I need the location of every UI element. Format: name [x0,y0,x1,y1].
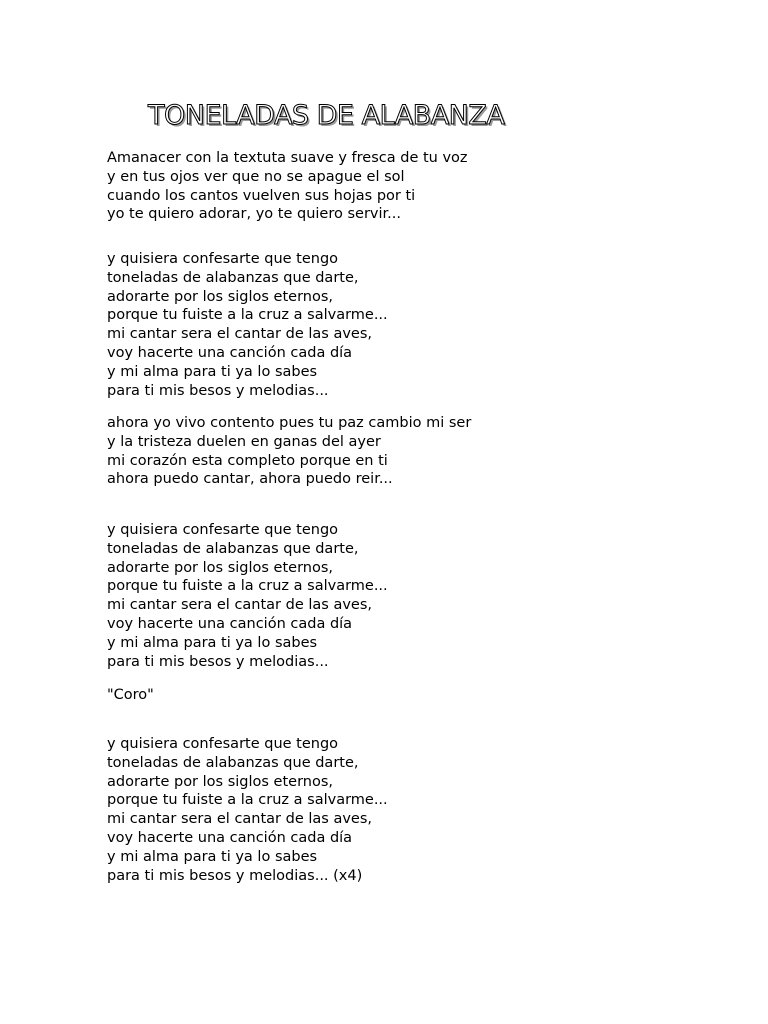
lyric-line: y mi alma para ti ya lo sabes [107,363,318,380]
lyric-line: y quisiera confesarte que tengo [107,736,339,752]
lyric-line: ahora puedo cantar, ahora puedo reir... [107,471,393,488]
lyric-line: para ti mis besos y melodias... [107,653,329,670]
lyric-line: para ti mis besos y melodias... [107,382,329,399]
lyric-line: mi cantar sera el cantar de las aves, [107,597,372,614]
lyric-line: porque tu fuiste a la cruz a salvarme... [107,792,388,809]
lyric-line: voy hacerte una canción cada día [107,829,353,846]
lyric-line: toneladas de alabanzas que darte, [107,269,359,286]
lyric-line: porque tu fuiste a la cruz a salvarme... [107,307,388,324]
lyric-line: adorarte por los siglos eternos, [107,559,334,576]
lyric-line: mi cantar sera el cantar de las aves, [107,811,372,828]
lyric-line: ahora yo vivo contento pues tu paz cambio mi ser [107,415,472,431]
lyric-line: y quisiera confesarte que tengo [107,522,339,538]
lyric-line: mi corazón esta completo porque en ti [107,452,388,469]
lyric-line: y mi alma para ti ya lo sabes [107,634,318,651]
stanza-chorus-3 [107,735,388,885]
lyric-line: toneladas de alabanzas que darte, [107,754,359,771]
lyric-line: para ti mis besos y melodias... (x4) [107,867,363,884]
lyric-line: "Coro" [107,687,154,703]
lyric-line: mi cantar sera el cantar de las aves, [107,326,372,343]
lyric-line: adorarte por los siglos eternos, [107,288,334,305]
lyric-line: y la tristeza duelen en ganas del ayer [107,433,381,450]
stanza-verse-2 [107,414,471,489]
lyric-line: y en tus ojos ver que no se apague el sol [107,168,405,185]
lyric-line: cuando los cantos vuelven sus hojas por ti [107,187,416,204]
lyric-line: adorarte por los siglos eternos, [107,773,334,790]
lyric-line: yo te quiero adorar, yo te quiero servir... [107,206,401,223]
stanza-chorus-2 [107,521,388,671]
lyric-line: y mi alma para ti ya lo sabes [107,848,318,865]
stanza-verse-1 [107,149,468,224]
lyric-line: voy hacerte una canción cada día [107,615,353,632]
song-title: TONELADAS DE ALABANZA [148,100,505,131]
stanza-chorus-1 [107,250,388,400]
stanza-chorus-marker [107,686,154,705]
lyric-line: y quisiera confesarte que tengo [107,251,339,267]
lyric-line: porque tu fuiste a la cruz a salvarme... [107,578,388,595]
lyric-line: toneladas de alabanzas que darte, [107,540,359,557]
lyric-line: Amanacer con la textuta suave y fresca de tu voz [107,150,468,166]
lyric-line: voy hacerte una canción cada día [107,344,353,361]
